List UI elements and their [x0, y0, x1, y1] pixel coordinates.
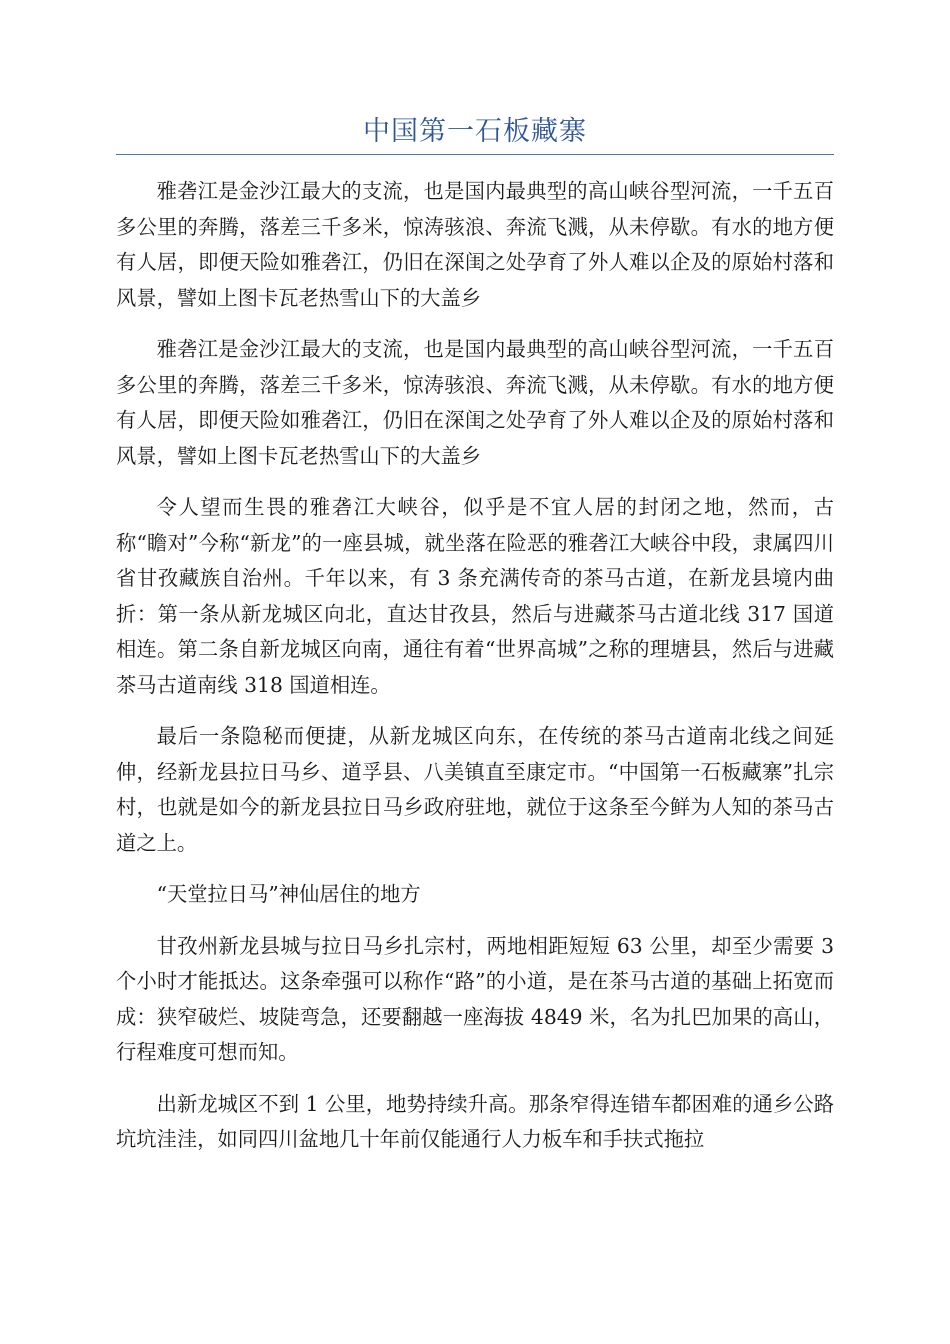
paragraph-1: 雅砻江是金沙江最大的支流，也是国内最典型的高山峡谷型河流，一千五百多公里的奔腾，落差三千多米，惊涛骇浪、奔流飞溅，从未停歇。有水的地方便有人居，即便天险如雅砻江，仍旧在深闺之处孕育了外人难以企及的原始村落和风景，譬如上图卡瓦老热雪山下的大盖乡	[116, 179, 834, 310]
document-body	[116, 174, 834, 1344]
paragraph-2: 雅砻江是金沙江最大的支流，也是国内最典型的高山峡谷型河流，一千五百多公里的奔腾，落差三千多米，惊涛骇浪、奔流飞溅，从未停歇。有水的地方便有人居，即便天险如雅砻江，仍旧在深闺之处孕育了外人难以企及的原始村落和风景，譬如上图卡瓦老热雪山下的大盖乡	[116, 337, 834, 468]
title-underline	[116, 154, 834, 155]
paragraph-5: 甘孜州新龙县城与拉日马乡扎宗村，两地相距短短 63 公里，却至少需要 3 个小时才能抵达。这条牵强可以称作“路”的小道，是在茶马古道的基础上拓宽而成：狭窄破烂、坡陡弯急，还要翻越一座海拔 4849 米，名为扎巴加果的高山，行程难度可想而知。	[116, 933, 834, 1064]
paragraph-3: 令人望而生畏的雅砻江大峡谷，似乎是不宜人居的封闭之地，然而，古称“瞻对”今称“新龙”的一座县城，就坐落在险恶的雅砻江大峡谷中段，隶属四川省甘孜藏族自治州。千年以来，有 3 条充满传奇的茶马古道，在新龙县境内曲折：第一条从新龙城区向北，直达甘孜县，然后与进藏茶马古道北线 317 国道相连。第二条自新龙城区向南，通往有着“世界高城”之称的理塘县，然后与进藏茶马古道南线 318 国道相连。	[116, 495, 834, 697]
paragraph-4: 最后一条隐秘而便捷，从新龙城区向东，在传统的茶马古道南北线之间延伸，经新龙县拉日马乡、道孚县、八美镇直至康定市。“中国第一石板藏寨”扎宗村，也就是如今的新龙县拉日马乡政府驻地，就位于这条至今鲜为人知的茶马古道之上。	[116, 724, 834, 855]
paragraph-6: 出新龙城区不到 1 公里，地势持续升高。那条窄得连错车都困难的通乡公路坑坑洼洼，如同四川盆地几十年前仅能通行人力板车和手扶式拖拉	[116, 1091, 834, 1151]
document-title: 中国第一石板藏寨	[363, 116, 587, 147]
section-heading: “天堂拉日马”神仙居住的地方	[156, 882, 421, 906]
